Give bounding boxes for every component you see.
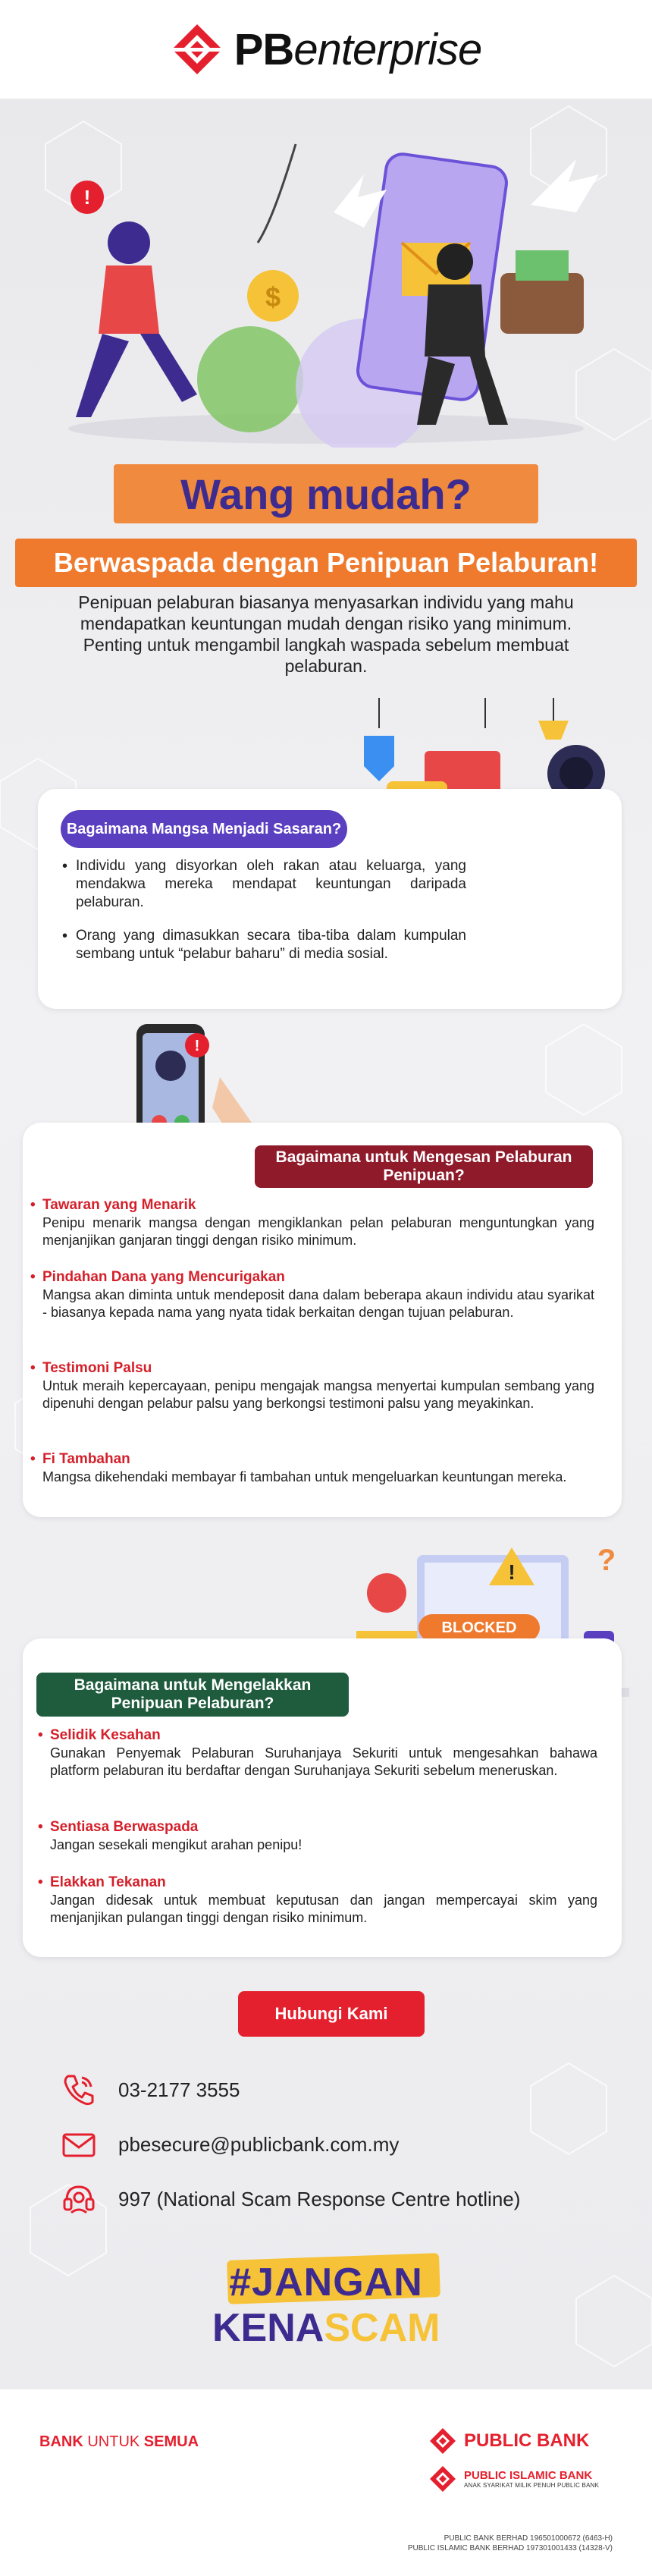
avoid-item-2 (38, 1818, 597, 1854)
avoid-item-body: Jangan sesekali mengikut arahan penipu! (50, 1837, 302, 1852)
contact-phone-row (61, 2071, 622, 2109)
detect-item-4 (30, 1450, 594, 1486)
hashtag-line-1: #JANGAN (229, 2260, 423, 2304)
targets-heading: Bagaimana Mangsa Menjadi Sasaran? (61, 810, 347, 848)
detect-item-body: Untuk meraih kepercayaan, penipu mengajak mangsa menyertai kumpulan sembang yang dipenuhi dengan pelabur palsu yang berkongsi testimoni palsu yang meyakinkan. (42, 1378, 594, 1411)
avoid-item-body: Jangan didesak untuk membuat keputusan dan jangan mempercayai skim yang menjanjikan pulangan tinggi dengan risiko minimum. (50, 1893, 597, 1925)
avoid-item-body: Gunakan Penyemak Pelaburan Suruhanjaya Sekuriti untuk mengesahkan bahawa platform pelaburan itu berdaftar dengan Suruhanjaya Sekuriti sebelum meneruskan. (50, 1745, 597, 1778)
contact-email[interactable]: pbesecure@publicbank.com.my (118, 2132, 400, 2156)
envelope-icon (61, 2126, 97, 2163)
contact-email-row (61, 2125, 622, 2163)
detect-item-2 (30, 1268, 594, 1321)
footer-slogan: BANK UNTUK SEMUA (39, 2433, 199, 2450)
public-islamic-bank-icon (429, 2465, 456, 2493)
hashtag-line-2: KENASCAM (212, 2306, 440, 2350)
detect-item-body: Penipu menarik mangsa dengan mengiklankan pelan pelaburan menguntungkan yang menjanjikan ganjaran tinggi dengan risiko minimum. (42, 1215, 594, 1248)
phone-icon (61, 2072, 97, 2108)
pb-logo-icon (171, 23, 224, 76)
footer-registration: PUBLIC BANK BERHAD 196501000672 (6463-H) PUBLIC ISLAMIC BANK BERHAD 197301001433 (14328-V) (407, 2534, 613, 2552)
brand-name: PBenterprise (234, 24, 482, 74)
targets-bullet-1: • Individu yang disyorkan oleh rakan atau keluarga, yang mendakwa mereka mendapat keuntungan daripada pelaburan. (62, 858, 466, 910)
contact-us-button[interactable]: Hubungi Kami (238, 1991, 425, 2037)
svg-text:?: ? (597, 1544, 616, 1577)
avoid-item-title: • Elakkan Tekanan (38, 1874, 166, 1890)
detect-item-1 (30, 1196, 594, 1249)
svg-text:!: ! (194, 1038, 200, 1054)
avoid-item-title: • Selidik Kesahan (38, 1727, 161, 1743)
contact-phone[interactable]: 03-2177 3555 (118, 2078, 240, 2101)
public-bank-icon (429, 2427, 456, 2455)
headset-icon (61, 2181, 97, 2217)
detect-heading: Bagaimana untuk Mengesan Pelaburan Penipuan? (255, 1145, 593, 1188)
avoid-item-title: • Sentiasa Berwaspada (38, 1819, 199, 1835)
hero-intro: Penipuan pelaburan biasanya menyasarkan individu yang mahu mendapatkan keuntungan mudah dengan risiko yang minimum. Penting untuk mengambil langkah waspada sebelum membuat pelaburan. (78, 592, 574, 676)
public-bank-logo: PUBLIC BANK (429, 2427, 589, 2455)
hero-subtitle: Berwaspada dengan Penipuan Pelaburan! (15, 539, 637, 587)
avoid-item-3 (38, 1874, 597, 1927)
detect-item-title: • Fi Tambahan (30, 1451, 130, 1467)
blocked-badge: BLOCKED (418, 1614, 540, 1641)
detect-item-title: • Testimoni Palsu (30, 1360, 152, 1376)
detect-item-3 (30, 1359, 594, 1412)
detect-item-title: • Tawaran yang Menarik (30, 1197, 196, 1213)
header (0, 0, 652, 99)
targets-bullet-2: • Orang yang dimasukkan secara tiba-tiba dalam kumpulan sembang untuk “pelabur baharu” di media sosial. (62, 928, 466, 962)
svg-text:!: ! (83, 186, 91, 209)
contact-hotline-row (61, 2180, 622, 2218)
svg-text:!: ! (508, 1560, 516, 1584)
svg-text:$: $ (265, 281, 281, 313)
public-islamic-bank-logo: PUBLIC ISLAMIC BANK ANAK SYARIKAT MILIK PENUH PUBLIC BANK (429, 2465, 599, 2493)
detect-item-title: • Pindahan Dana yang Mencurigakan (30, 1269, 285, 1285)
detect-item-body: Mangsa dikehendaki membayar fi tambahan untuk mengeluarkan keuntungan mereka. (42, 1469, 567, 1484)
hero-illustration (45, 129, 607, 448)
detect-item-body: Mangsa akan diminta untuk mendeposit dana dalam beberapa akaun individu atau syarikat - biasanya kepada nama yang nyata tidak berkaitan dengan tujuan pelaburan. (42, 1287, 594, 1320)
hashtag-banner (212, 2257, 455, 2355)
avoid-heading: Bagaimana untuk Mengelakkan Penipuan Pelaburan? (36, 1673, 349, 1717)
avoid-item-1 (38, 1726, 597, 1780)
contact-hotline[interactable]: 997 (National Scam Response Centre hotline) (118, 2187, 521, 2210)
hero-title: Wang mudah? (114, 464, 538, 523)
